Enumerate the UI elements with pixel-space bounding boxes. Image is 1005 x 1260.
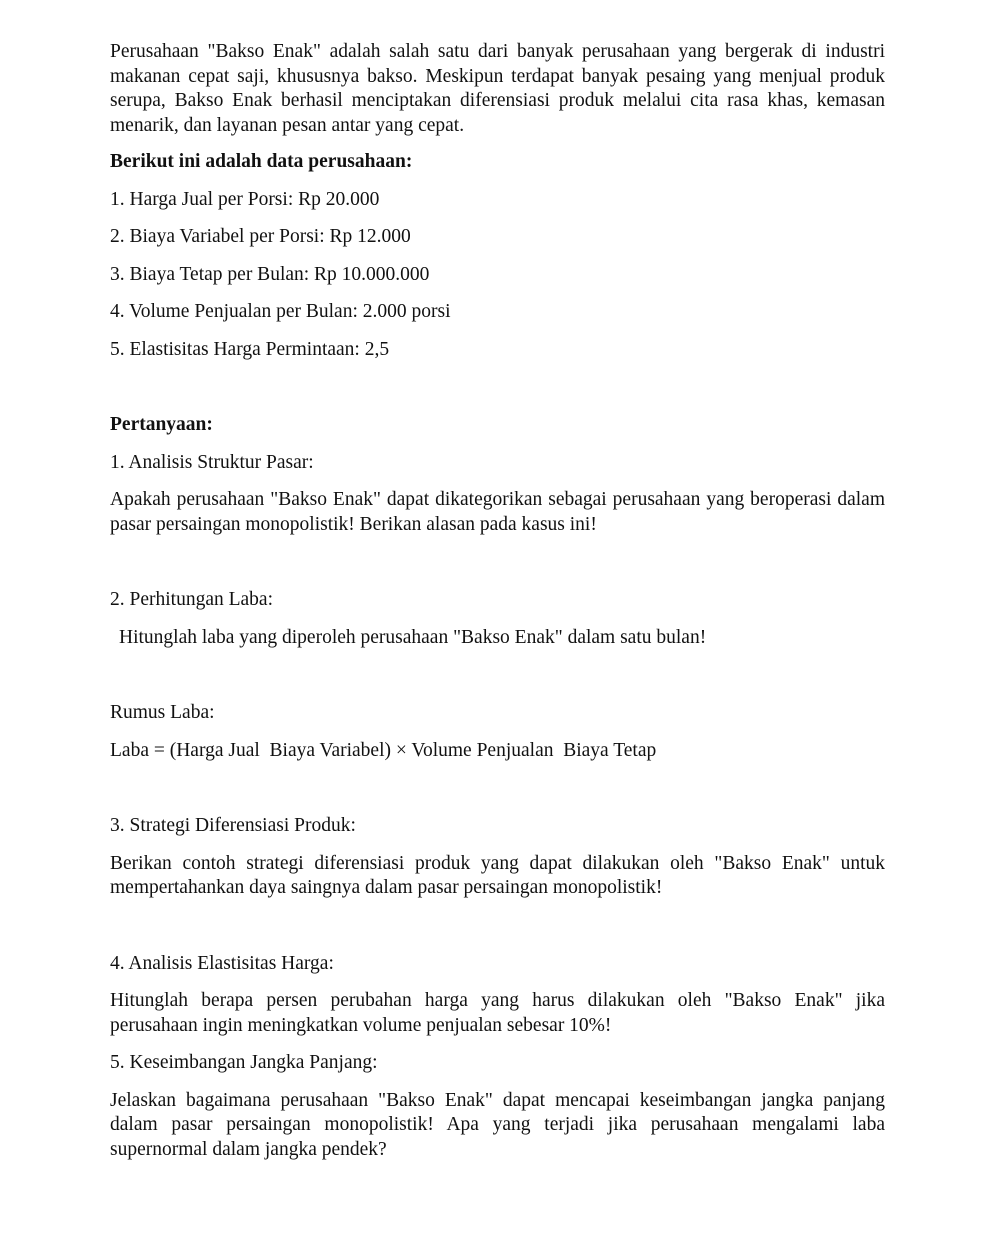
data-item-sales-volume: 4. Volume Penjualan per Bulan: 2.000 porsi (110, 301, 451, 322)
intro-paragraph: Perusahaan "Bakso Enak" adalah salah satu dari banyak perusahaan yang bergerak di industri makanan cepat saji, khususnya bakso. Meskipun terdapat banyak pesaing yang menjual produk serupa, Bakso Enak berhasil menciptakan diferensiasi produk melalui cita rasa khas, kemasan menarik, dan layanan pesan antar yang cepat. (110, 41, 885, 136)
data-item-price: 1. Harga Jual per Porsi: Rp 20.000 (110, 188, 380, 210)
q4-body: Hitunglah berapa persen perubahan harga yang harus dilakukan oleh "Bakso Enak" jika perusahaan ingin meningkatkan volume penjualan sebesar 10%! (110, 990, 885, 1036)
questions-heading: Pertanyaan: (110, 414, 213, 435)
q1-body: Apakah perusahaan "Bakso Enak" dapat dikategorikan sebagai perusahaan yang beroperasi dalam pasar persaingan monopolistik! Berikan alasan pada kasus ini! (110, 489, 885, 535)
q5-body: Jelaskan bagaimana perusahaan "Bakso Enak" dapat mencapai keseimbangan jangka panjang dalam pasar persaingan monopolistik! Apa yang terjadi jika perusahaan mengalami laba supernormal dalam jangka pendek? (110, 1089, 885, 1160)
data-item-variable-cost: 2. Biaya Variabel per Porsi: Rp 12.000 (110, 226, 411, 247)
q2-title: 2. Perhitungan Laba: (110, 589, 273, 610)
data-heading: Berikut ini adalah data perusahaan: (110, 151, 413, 172)
q2-formula: Laba = (Harga Jual Biaya Variabel) × Volume Penjualan Biaya Tetap (110, 739, 657, 761)
q2-body: Hitunglah laba yang diperoleh perusahaan "Bakso Enak" dalam satu bulan! (119, 626, 707, 648)
document-page (110, 40, 885, 1162)
q1-title: 1. Analisis Struktur Pasar: (110, 451, 314, 473)
q3-title: 3. Strategi Diferensiasi Produk: (110, 815, 356, 836)
q4-title: 4. Analisis Elastisitas Harga: (110, 952, 334, 974)
data-item-elasticity: 5. Elastisitas Harga Permintaan: 2,5 (110, 338, 390, 360)
q3-body: Berikan contoh strategi diferensiasi produk yang dapat dilakukan oleh "Bakso Enak" untuk mempertahankan daya saingnya dalam pasar persaingan monopolistik! (110, 852, 885, 898)
data-item-fixed-cost: 3. Biaya Tetap per Bulan: Rp 10.000.000 (110, 263, 430, 285)
q2-formula-label: Rumus Laba: (110, 702, 215, 723)
q5-title: 5. Keseimbangan Jangka Panjang: (110, 1052, 378, 1073)
